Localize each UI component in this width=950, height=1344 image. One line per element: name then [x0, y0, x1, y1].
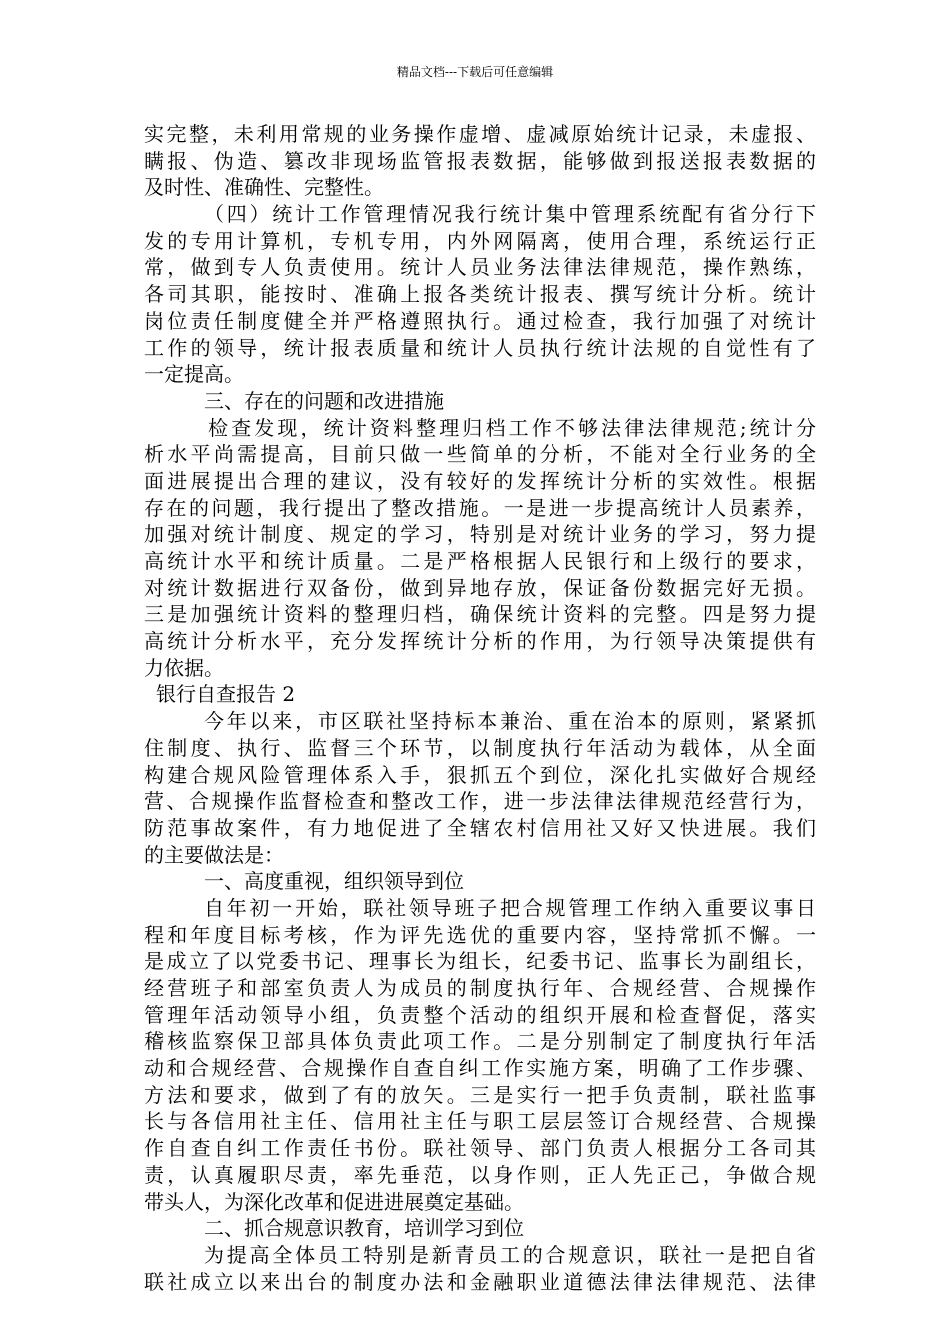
text-line: 一、高度重视，组织领导到位 — [204, 869, 464, 894]
text-line: 三、存在的问题和改进措施 — [204, 388, 444, 413]
text-line: 联社成立以来出台的制度办法和金融职业道德法律法律规范、法律 — [144, 1269, 816, 1294]
text-line: 为提高全体员工特别是新青员工的合规意识，联社一是把自省 — [204, 1242, 816, 1267]
text-line: 作自查自纠工作责任书份。联社领导、部门负责人根据分工各司其 — [144, 1136, 816, 1161]
text-line: 加强对统计制度、规定的学习，特别是对统计业务的学习，努力提 — [144, 522, 816, 547]
text-line: 防范事故案件，有力地促进了全辖农村信用社又好又快进展。我们 — [144, 815, 816, 840]
text-line: （四）统计工作管理情况我行统计集中管理系统配有省分行下 — [204, 202, 816, 227]
document-body — [144, 121, 816, 1295]
text-line: 岗位责任制度健全并严格遵照执行。通过检查，我行加强了对统计 — [144, 308, 816, 333]
text-line: 住制度、执行、监督三个环节，以制度执行年活动为载体，从全面 — [144, 735, 816, 760]
text-line: 及时性、准确性、完整性。 — [144, 175, 384, 200]
text-line: 对统计数据进行双备份，做到异地存放，保证备份数据完好无损。 — [144, 575, 816, 600]
text-line: 力依据。 — [144, 655, 224, 680]
text-line: 三是加强统计资料的整理归档，确保统计资料的完整。四是努力提 — [144, 602, 816, 627]
text-line: 高统计分析水平，充分发挥统计分析的作用，为行领导决策提供有 — [144, 629, 816, 654]
text-line: 方法和要求，做到了有的放矢。三是实行一把手负责制，联社监事 — [144, 1082, 816, 1107]
text-line: 的主要做法是： — [144, 842, 284, 867]
text-line: 动和合规经营、合规操作自查自纠工作实施方案，明确了工作步骤、 — [144, 1056, 816, 1081]
text-line: 存在的问题，我行提出了整改措施。一是进一步提高统计人员素养， — [144, 495, 816, 520]
text-line: 工作的领导，统计报表质量和统计人员执行统计法规的自觉性有了 — [144, 335, 816, 360]
text-line: 各司其职，能按时、准确上报各类统计报表、撰写统计分析。统计 — [144, 282, 816, 307]
text-line: 检查发现，统计资料整理归档工作不够法律法律规范;统计分 — [208, 415, 816, 440]
text-line: 稽核监察保卫部具体负责此项工作。二是分别制定了制度执行年活 — [144, 1029, 816, 1054]
text-line: 银行自查报告 2 — [156, 682, 296, 707]
text-line: 长与各信用社主任、信用社主任与职工层层签订合规经营、合规操 — [144, 1109, 816, 1134]
text-line: 经营班子和部室负责人为成员的制度执行年、合规经营、合规操作 — [144, 976, 816, 1000]
text-line: 带头人，为深化改革和促进进展奠定基础。 — [144, 1189, 524, 1214]
text-line: 发的专用计算机，专机专用，内外网隔离，使用合理，系统运行正 — [144, 228, 816, 253]
text-line: 瞒报、伪造、篡改非现场监管报表数据，能够做到报送报表数据的 — [144, 148, 816, 173]
text-line: 是成立了以党委书记、理事长为组长，纪委书记、监事长为副组长， — [144, 949, 816, 974]
text-line: 高统计水平和统计质量。二是严格根据人民银行和上级行的要求， — [144, 549, 816, 573]
text-line: 一定提高。 — [144, 362, 244, 387]
text-line: 今年以来，市区联社坚持标本兼治、重在治本的原则，紧紧抓 — [204, 709, 816, 734]
text-line: 营、合规操作监督检查和整改工作，进一步法律法律规范经营行为， — [144, 789, 816, 814]
text-line: 二、抓合规意识教育，培训学习到位 — [204, 1216, 524, 1241]
text-line: 责，认真履职尽责，率先垂范，以身作则，正人先正己，争做合规 — [144, 1162, 816, 1187]
text-line: 常，做到专人负责使用。统计人员业务法律法律规范，操作熟练， — [144, 255, 816, 280]
page-header: 精品文档---下载后可任意编辑 — [396, 65, 554, 79]
text-line: 面进展提出合理的建议，没有较好的发挥统计分析的实效性。根据 — [144, 468, 816, 493]
text-line: 构建合规风险管理体系入手，狠抓五个到位，深化扎实做好合规经 — [144, 762, 816, 787]
text-line: 管理年活动领导小组，负责整个活动的组织开展和检查督促，落实 — [144, 1002, 816, 1027]
text-line: 程和年度目标考核，作为评先选优的重要内容，坚持常抓不懈。一 — [144, 922, 816, 947]
text-line: 实完整，未利用常规的业务操作虚增、虚减原始统计记录，未虚报、 — [144, 122, 816, 146]
text-line: 自年初一开始，联社领导班子把合规管理工作纳入重要议事日 — [204, 895, 816, 920]
text-line: 析水平尚需提高，目前只做一些简单的分析，不能对全行业务的全 — [144, 442, 816, 467]
